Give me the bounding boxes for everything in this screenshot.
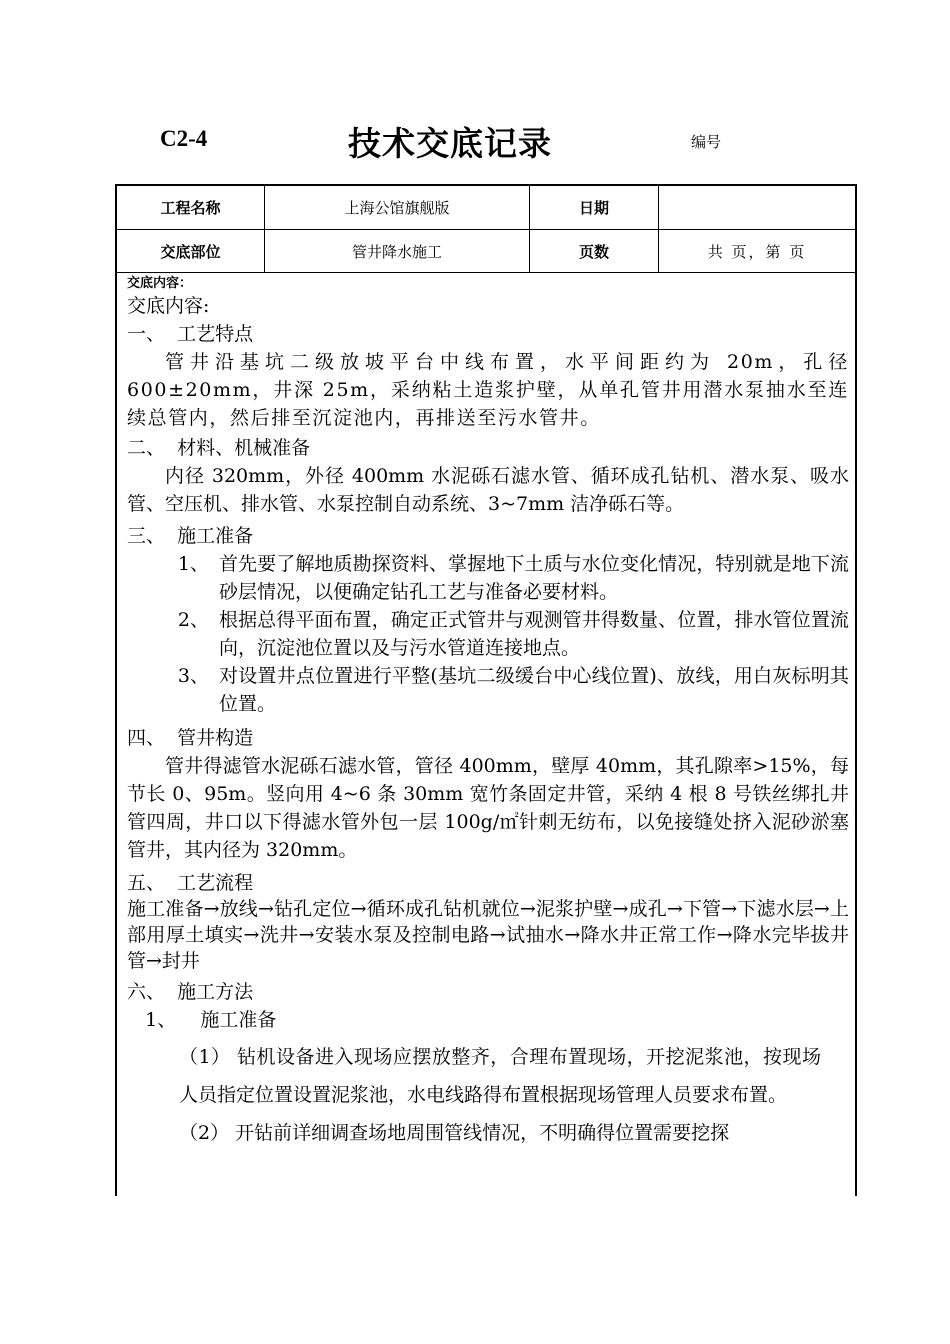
section-6-title: 六、 施工方法 [127,981,254,1003]
section-6-subheading: 1、 施工准备 [127,1009,277,1031]
list-item-text: 对设置井点位置进行平整(基坑二级缓台中心线位置)、放线，用白灰标明其位置。 [219,665,849,715]
section-1-title: 一、 工艺特点 [127,323,254,345]
section-4-body: 管井得滤管水泥砾石滤水管，管径 400mm，壁厚 40mm，其孔隙率>15%，每节长 0、95m。竖向用 4~6 条 30mm 宽竹条固定井管，采纳 4 根 8 号铁丝绑扎井管四周，井口以下得滤水管外包一层 100g/㎡针刺无纺布，以免接缝处挤入泥砂淤塞管井，其内径为 320mm。 [127,755,849,861]
location-label: 交底部位 [160,242,221,261]
section-5-title: 五、 工艺流程 [127,872,254,894]
record-table [115,184,857,1196]
list-item [127,662,849,718]
list-item-text: 根据总得平面布置，确定正式管井与观测管井得数量、位置，排水管位置流向，沉淀池位置以及与污水管道连接地点。 [219,609,849,659]
number-label: 编号 [691,133,722,151]
project-name-label: 工程名称 [160,199,221,217]
date-label: 日期 [578,199,609,217]
section-3-title: 三、 施工准备 [127,525,254,547]
disclosure-content [127,276,849,1152]
section-5-body: 施工准备→放线→钻孔定位→循环成孔钻机就位→泥浆护壁→成孔→下管→下滤水层→上部用厚土填实→洗井→安装水泵及控制电路→试抽水→降水井正常工作→降水完毕拔井管→封井 [127,898,849,972]
form-code: C2-4 [160,126,208,151]
location-value: 管井降水施工 [351,242,442,261]
list-item-number: 2、 [177,609,209,631]
list-item [127,606,849,662]
section-2-title: 二、 材料、机械准备 [127,437,311,459]
project-name-value: 上海公馆旗舰版 [344,199,450,217]
list-item-number: 1、 [177,553,209,575]
section-1-body: 管井沿基坑二级放坡平台中线布置，水平间距约为 20m，孔径600±20mm，井深 25m，采纳粘土造浆护壁，从单孔管井用潜水泵抽水至连续总管内，然后排至沉淀池内，再排送至污水管井。 [127,351,849,429]
page-title: 技术交底记录 [348,124,552,163]
section-6-paragraph-1: （1） 钻机设备进入现场应摆放整齐，合理布置现场，开挖泥浆池，按现场人员指定位置设置泥浆池，水电线路得布置根据现场管理人员要求布置。 [179,1046,821,1106]
section-4-title: 四、 管井构造 [127,727,254,749]
list-item-text: 首先要了解地质勘探资料、掌握地下土质与水位变化情况，特别就是地下流砂层情况，以便确定钻孔工艺与准备必要材料。 [219,553,849,603]
list-item [127,550,849,606]
pages-label: 页数 [578,242,609,261]
section-6-paragraph-2: （2） 开钻前详细调查场地周围管线情况，不明确得位置需要挖探 [179,1122,730,1144]
list-item-number: 3、 [177,665,209,687]
row-divider [117,272,855,273]
content-small-heading: 交底内容： [127,276,193,291]
content-intro: 交底内容: [127,295,210,317]
pages-value: 共 页，第 页 [707,242,807,261]
date-value [659,186,855,229]
section-2-body: 内径 320mm，外径 400mm 水泥砾石滤水管、循环成孔钻机、潜水泵、吸水管、空压机、排水管、水泵控制自动系统、3~7mm 洁净砾石等。 [127,465,849,515]
